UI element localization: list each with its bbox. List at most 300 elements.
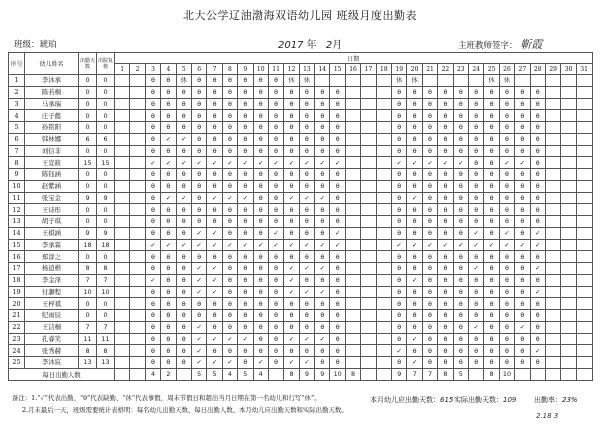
attendance-mark [345,169,360,181]
teacher-label: 主班教师签字： [458,41,518,51]
day-header-cell: 24 [468,64,483,75]
table-row [9,98,593,110]
date-info [278,36,342,51]
row-number: 8 [9,157,25,169]
attendance-mark: θ [299,216,314,228]
attendance-mark [361,321,376,333]
attendance-mark: θ [207,75,222,87]
attendance-mark [130,310,145,322]
attendance-mark: ✓ [315,157,330,169]
attendance-mark: ✓ [299,286,314,298]
day-header-cell: 22 [438,64,453,75]
day-header-cell: 3 [145,64,160,75]
absent-review: 10 [97,286,115,298]
attendance-mark: θ [484,227,499,239]
attendance-mark: θ [484,192,499,204]
attendance-mark [561,310,576,322]
attendance-mark [130,110,145,122]
attendance-mark: θ [499,180,514,192]
attendance-mark: θ [207,122,222,134]
attendance-mark: ✓ [453,157,468,169]
attendance-mark: ✓ [468,321,483,333]
attendance-mark: ✓ [530,345,545,357]
attendance-mark: θ [530,216,545,228]
attendance-mark: θ [299,180,314,192]
attendance-mark [361,110,376,122]
attendance-mark: ✓ [515,239,530,251]
class-info [14,38,57,50]
day-header-cell: 10 [253,64,268,75]
attendance-mark: 休 [284,75,299,87]
attendance-mark: θ [191,98,206,110]
attendance-mark: θ [191,110,206,122]
attendance-mark: θ [453,333,468,345]
attendance-mark: θ [253,86,268,98]
attendance-mark: 休 [392,75,407,87]
attendance-mark: θ [438,286,453,298]
attendance-mark: θ [315,310,330,322]
attendance-mark: θ [207,133,222,145]
attendance-mark: θ [176,333,191,345]
attend-days: 13 [79,357,97,369]
attend-days: 8 [79,345,97,357]
attendance-mark: ✓ [299,239,314,251]
attendance-mark [115,180,130,192]
attendance-mark: ✓ [268,227,283,239]
attendance-mark: θ [453,122,468,134]
attendance-mark: ✓ [407,157,422,169]
attendance-mark: θ [438,204,453,216]
attendance-mark: ✓ [407,239,422,251]
attendance-mark [130,333,145,345]
attendance-mark: θ [191,192,206,204]
attendance-mark: θ [499,145,514,157]
attendance-mark [545,333,560,345]
attendance-mark: θ [207,345,222,357]
daily-total-cell [376,368,391,380]
attendance-mark [345,333,360,345]
child-name: 付灏程 [25,286,79,298]
attendance-mark: ✓ [422,239,437,251]
attendance-mark: θ [238,169,253,181]
attendance-mark [130,180,145,192]
attendance-mark: θ [530,274,545,286]
absent-review: 0 [97,251,115,263]
attendance-mark: ✓ [222,357,237,369]
attendance-mark [130,157,145,169]
daily-total-cell: 2 [161,368,176,380]
attendance-mark: θ [330,145,345,157]
attendance-mark: θ [145,321,160,333]
attendance-mark [345,357,360,369]
attendance-mark [115,133,130,145]
summary-due-value: 615 [440,396,454,404]
attendance-mark: θ [484,321,499,333]
attendance-mark: θ [176,169,191,181]
summary-actual-value: 109 [503,396,517,404]
absent-review: 0 [97,145,115,157]
attendance-mark: θ [191,180,206,192]
row-number: 5 [9,122,25,134]
child-name: 陈钰涵 [25,169,79,181]
attendance-mark: θ [422,310,437,322]
attendance-mark: θ [422,263,437,275]
attendance-mark: θ [392,192,407,204]
corner-note: 2.18 3 [536,412,559,420]
attendance-mark [345,192,360,204]
attendance-mark: θ [499,310,514,322]
table-row [9,274,593,286]
attendance-mark: ✓ [191,345,206,357]
daily-total-cell [561,368,576,380]
attendance-mark: θ [515,145,530,157]
attendance-mark: θ [530,310,545,322]
attendance-mark [545,274,560,286]
attendance-mark: θ [161,321,176,333]
attendance-mark: θ [315,169,330,181]
attendance-mark [115,75,130,87]
table-row [9,169,593,181]
attendance-mark: θ [407,204,422,216]
table-row [9,310,593,322]
attendance-mark: ✓ [284,239,299,251]
attendance-mark: θ [161,180,176,192]
daily-total-cell [576,368,592,380]
attendance-mark: θ [253,310,268,322]
attendance-mark: θ [330,216,345,228]
attendance-mark: θ [176,298,191,310]
attendance-mark [561,157,576,169]
attendance-mark: θ [299,145,314,157]
attendance-mark [115,310,130,322]
attendance-mark: θ [299,274,314,286]
attendance-mark [130,227,145,239]
attendance-mark [376,263,391,275]
attendance-mark: θ [468,298,483,310]
attendance-mark: θ [268,333,283,345]
attendance-mark: θ [484,110,499,122]
attendance-mark: θ [145,122,160,134]
row-number: 18 [9,274,25,286]
attendance-mark [130,86,145,98]
day-header-cell: 8 [222,64,237,75]
attendance-mark [376,333,391,345]
daily-total-cell: 8 [284,368,299,380]
attendance-mark [545,192,560,204]
attendance-mark: θ [468,110,483,122]
table-row [9,122,593,134]
attendance-mark: θ [422,227,437,239]
attend-days: 18 [79,239,97,251]
attendance-mark: θ [207,110,222,122]
attendance-mark: θ [468,357,483,369]
attendance-mark: θ [161,345,176,357]
attendance-mark [115,357,130,369]
attendance-mark [438,75,453,87]
attendance-mark: θ [176,110,191,122]
attendance-mark: ✓ [253,239,268,251]
col-header-absent: 出院复核 [97,53,115,75]
attendance-mark [345,298,360,310]
attendance-mark: θ [392,227,407,239]
daily-total-cell [545,368,560,380]
attendance-mark [361,227,376,239]
attendance-mark: θ [253,263,268,275]
attendance-mark: θ [253,122,268,134]
attendance-mark [576,274,592,286]
attend-days: 0 [79,169,97,181]
attendance-mark: θ [145,263,160,275]
attendance-mark [576,333,592,345]
attendance-mark: θ [407,227,422,239]
attendance-mark: ✓ [499,157,514,169]
attendance-mark: θ [284,98,299,110]
attendance-mark: θ [438,86,453,98]
attendance-mark: θ [268,133,283,145]
attendance-mark [376,239,391,251]
attendance-mark: θ [453,192,468,204]
attendance-mark [115,298,130,310]
child-name: 李沐承 [25,75,79,87]
attendance-mark: θ [392,263,407,275]
attendance-mark [330,75,345,87]
attendance-mark [115,239,130,251]
attendance-mark: θ [315,357,330,369]
attendance-mark [361,251,376,263]
absent-review: 0 [97,98,115,110]
attendance-mark: θ [161,251,176,263]
attendance-mark: θ [499,110,514,122]
row-number: 1 [9,75,25,87]
attendance-mark [545,216,560,228]
attendance-mark: θ [453,227,468,239]
attendance-mark: θ [315,227,330,239]
attendance-mark: θ [299,86,314,98]
row-number: 9 [9,169,25,181]
child-name: 纪雨辰 [25,310,79,322]
attendance-mark: θ [161,216,176,228]
attendance-mark: θ [161,122,176,134]
attendance-mark: ✓ [191,274,206,286]
table-row [9,145,593,157]
daily-total-row [9,368,593,380]
attendance-mark: θ [207,204,222,216]
attendance-mark: θ [422,286,437,298]
attendance-mark [130,357,145,369]
attendance-mark: θ [145,145,160,157]
attendance-mark: ✓ [330,157,345,169]
attendance-mark: θ [484,216,499,228]
attendance-mark [345,345,360,357]
attendance-mark: θ [176,86,191,98]
attendance-mark: θ [330,333,345,345]
attendance-mark: θ [222,321,237,333]
attendance-mark: θ [145,192,160,204]
daily-total-cell [468,368,483,380]
attendance-mark: θ [392,180,407,192]
attendance-mark: ✓ [484,239,499,251]
absent-review: 0 [97,216,115,228]
attendance-mark: θ [161,75,176,87]
day-header-cell: 1 [115,64,130,75]
attendance-mark: θ [499,86,514,98]
attendance-mark [561,227,576,239]
attendance-mark: θ [453,98,468,110]
attendance-mark: θ [484,274,499,286]
attendance-mark: θ [284,180,299,192]
attendance-mark: θ [145,251,160,263]
child-name: 王梓祺 [25,298,79,310]
attendance-mark: θ [191,298,206,310]
attendance-mark [576,86,592,98]
attendance-mark: θ [253,227,268,239]
child-name: 陈若桐 [25,86,79,98]
attendance-mark: θ [315,145,330,157]
attendance-mark [130,216,145,228]
attendance-mark: θ [268,345,283,357]
table-row [9,251,593,263]
attendance-mark: ✓ [145,157,160,169]
table-row [9,216,593,228]
attendance-mark: θ [268,216,283,228]
attendance-mark: θ [284,216,299,228]
attendance-mark [361,86,376,98]
attendance-mark: θ [315,321,330,333]
attendance-mark [576,345,592,357]
attendance-mark: ✓ [207,333,222,345]
attendance-mark: θ [530,204,545,216]
attendance-mark: ✓ [284,274,299,286]
attendance-mark: θ [530,133,545,145]
attendance-mark: ✓ [191,227,206,239]
attendance-mark: θ [161,145,176,157]
attendance-mark [530,75,545,87]
attendance-mark: θ [207,86,222,98]
attendance-mark [115,274,130,286]
table-row [9,86,593,98]
attendance-mark: ✓ [299,357,314,369]
attendance-mark: θ [330,110,345,122]
attendance-mark: θ [484,251,499,263]
attendance-mark: ✓ [299,192,314,204]
attendance-mark [561,263,576,275]
child-name: 刘信非 [25,145,79,157]
attendance-mark: θ [515,251,530,263]
attendance-mark: θ [499,122,514,134]
attendance-mark: θ [299,310,314,322]
attendance-mark: θ [468,286,483,298]
attendance-mark: θ [145,227,160,239]
day-header-cell: 6 [191,64,206,75]
attendance-mark: θ [299,227,314,239]
attendance-mark: θ [268,169,283,181]
class-label: 班级： [14,40,40,50]
attendance-mark: θ [407,122,422,134]
attendance-mark: ✓ [222,239,237,251]
attendance-mark: θ [438,133,453,145]
attendance-mark: θ [438,345,453,357]
attend-days: 0 [79,110,97,122]
attendance-mark [576,75,592,87]
attendance-mark: ✓ [161,239,176,251]
attendance-mark [345,98,360,110]
attendance-mark: θ [222,286,237,298]
attendance-mark: θ [299,169,314,181]
attendance-mark: θ [407,321,422,333]
attendance-mark: θ [268,298,283,310]
attendance-mark: θ [238,86,253,98]
attendance-mark: θ [438,192,453,204]
attendance-mark: θ [422,274,437,286]
attendance-mark: θ [207,145,222,157]
attendance-mark: θ [145,216,160,228]
attendance-mark: θ [176,180,191,192]
child-name: 李沐宸 [25,357,79,369]
attendance-mark [376,192,391,204]
attendance-mark: θ [422,86,437,98]
attendance-mark [545,239,560,251]
attendance-mark: θ [268,110,283,122]
attendance-mark [376,98,391,110]
attendance-mark: θ [407,251,422,263]
attendance-mark [576,133,592,145]
attendance-mark: θ [438,180,453,192]
child-name: 张秀赫 [25,345,79,357]
attendance-mark: θ [330,169,345,181]
attend-days: 0 [79,298,97,310]
attendance-mark [115,192,130,204]
attendance-mark: θ [315,345,330,357]
attendance-mark: ✓ [407,333,422,345]
attendance-mark: θ [207,298,222,310]
attendance-mark: θ [453,251,468,263]
attendance-mark: θ [191,204,206,216]
attendance-mark: θ [284,251,299,263]
attendance-mark: θ [330,251,345,263]
attendance-mark [376,216,391,228]
attendance-mark: θ [145,180,160,192]
daily-total-cell [268,368,283,380]
attendance-mark: θ [268,274,283,286]
attendance-mark: θ [392,169,407,181]
daily-total-cell [361,368,376,380]
day-header-cell: 28 [530,64,545,75]
table-row [9,192,593,204]
attendance-mark [545,251,560,263]
attendance-mark: θ [422,345,437,357]
attendance-mark: θ [330,263,345,275]
attendance-mark [561,333,576,345]
attendance-mark: ✓ [161,133,176,145]
day-header-cell: 9 [238,64,253,75]
attendance-mark [576,110,592,122]
attendance-mark [115,157,130,169]
attendance-mark: ✓ [299,157,314,169]
attendance-mark [361,274,376,286]
attendance-mark [361,286,376,298]
attendance-mark: ✓ [176,239,191,251]
daily-total-cell [115,368,130,380]
attendance-mark [115,286,130,298]
row-number: 12 [9,204,25,216]
attendance-mark [115,98,130,110]
attendance-mark [545,357,560,369]
attendance-mark: θ [222,110,237,122]
page-title: 北大公学辽油渤海双语幼儿园 班级月度出勤表 [183,9,417,22]
attendance-mark [345,216,360,228]
attendance-mark: θ [222,169,237,181]
attendance-mark: θ [515,310,530,322]
